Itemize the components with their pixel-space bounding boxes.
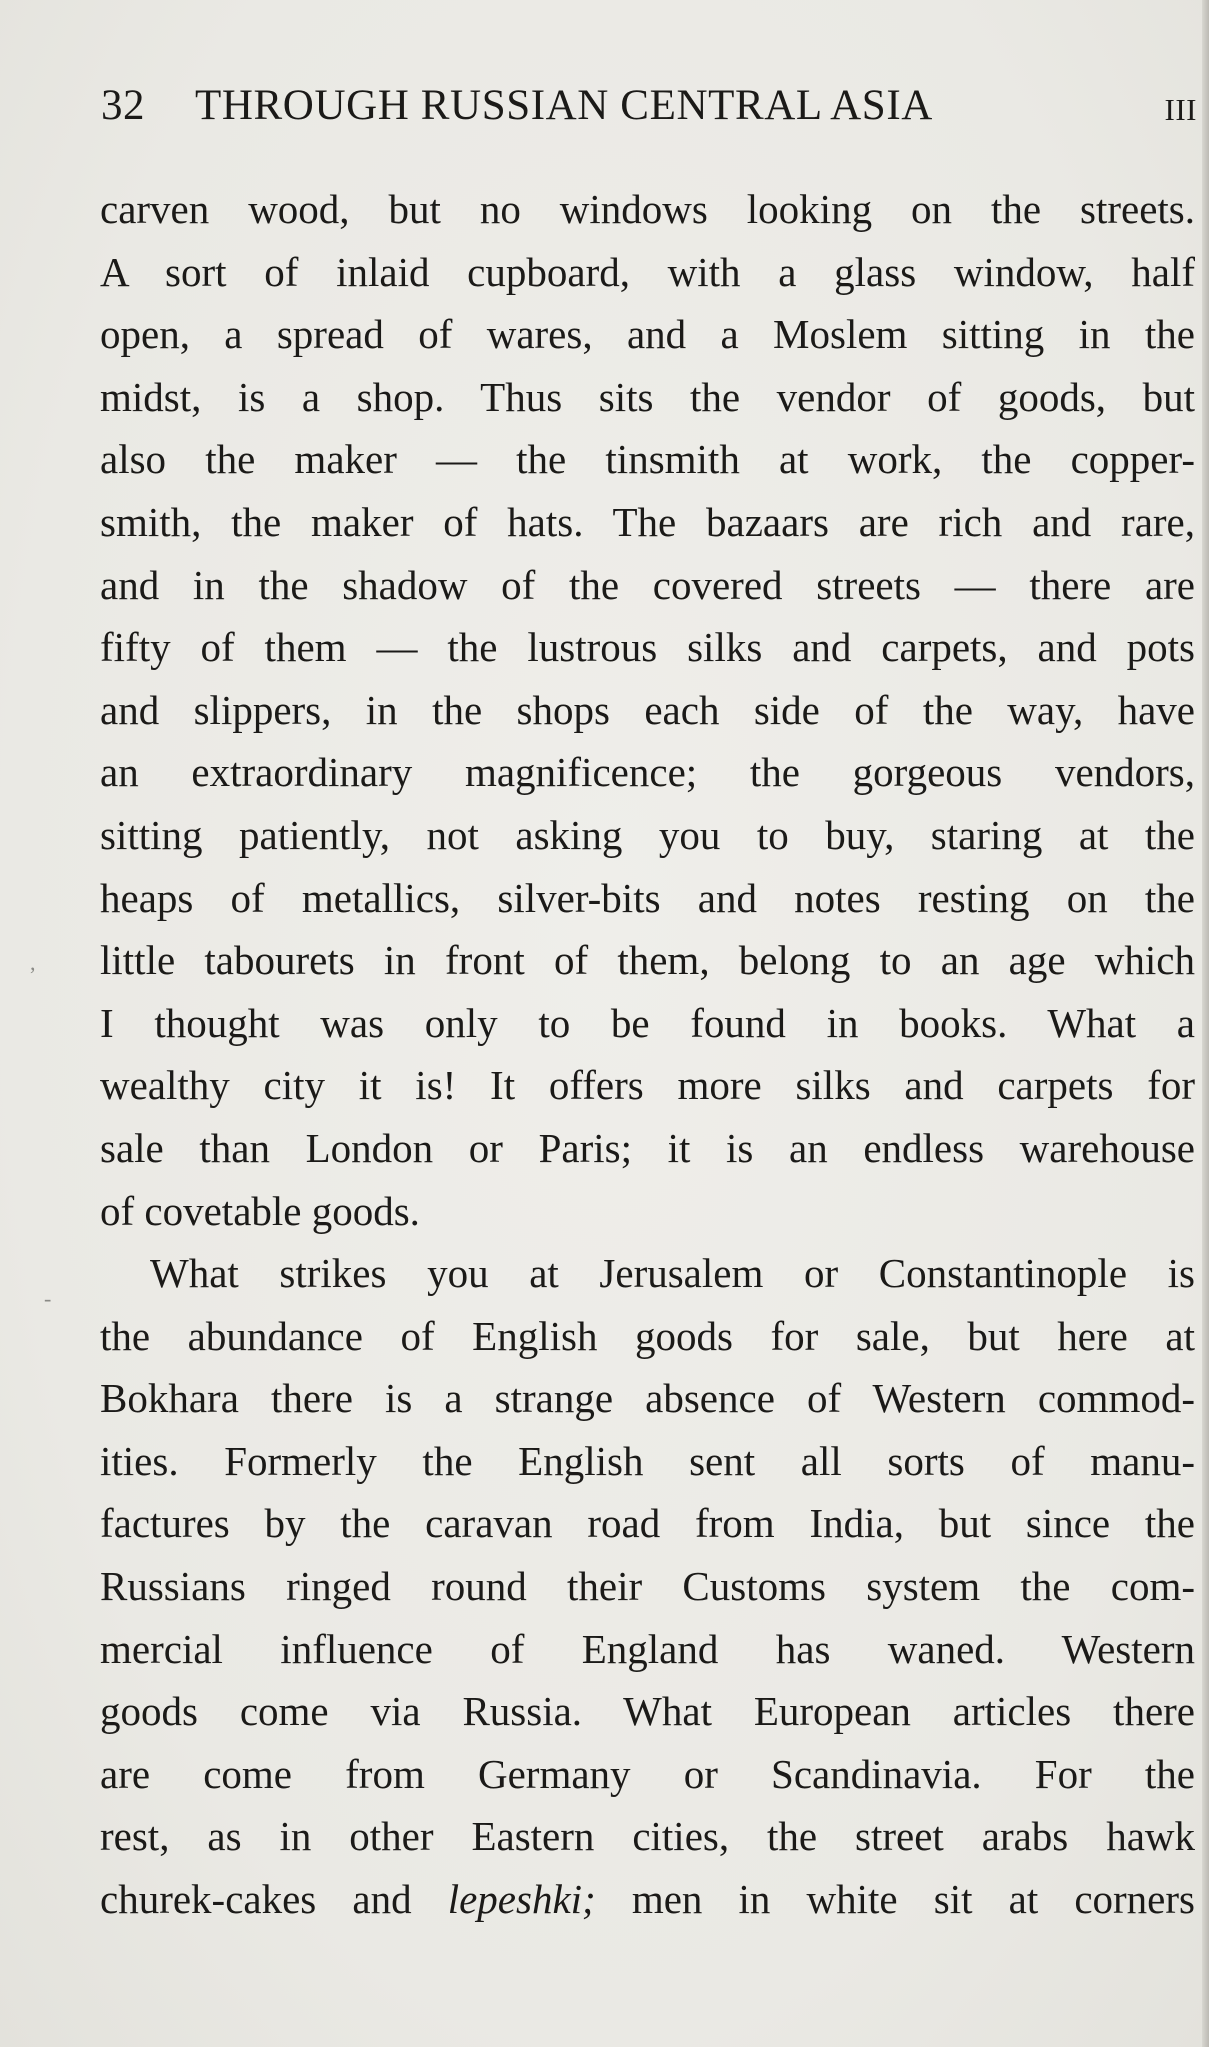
chapter-number: III [1164,92,1197,127]
text-line: carven wood, but no windows looking on the streets. [100,186,1195,232]
text-line: Russians ringed round their Customs system the com- [100,1563,1195,1610]
text-line: the abundance of English goods for sale, but here at [100,1312,1195,1359]
page-edge [1202,0,1209,2047]
text-line: little tabourets in front of them, belong to an age which [100,937,1195,984]
text-line: fifty of them — the lustrous silks and carpets, and pots [100,624,1195,671]
text-line: of covetable goods. [100,1187,420,1234]
text-line: ities. Formerly the English sent all sorts of manu- [100,1437,1195,1484]
text-line: midst, is a shop. Thus sits the vendor of goods, but [100,373,1195,420]
italic-term: lepeshki; [447,1876,596,1923]
text-line: and in the shadow of the covered streets — there are [100,561,1195,608]
margin-speck: - [44,1286,52,1311]
text-line: factures by the caravan road from India, but since the [100,1500,1195,1547]
text-line-final [100,1868,1195,1931]
text-line: and slippers, in the shops each side of the way, have [100,686,1195,733]
text-line: also the maker — the tinsmith at work, the copper- [100,436,1195,483]
page-number: 32 [101,82,145,129]
book-title: THROUGH RUSSIAN CENTRAL ASIA [195,82,933,129]
running-head [101,78,1197,134]
text-line: sale than London or Paris; it is an endless warehouse [100,1124,1195,1171]
text-line: rest, as in other Eastern cities, the street arabs hawk [100,1813,1195,1860]
text-run: men in white sit at corners [595,1876,1195,1923]
text-line: Bokhara there is a strange absence of Western commod- [100,1375,1195,1422]
text-line: sitting patiently, not asking you to buy, staring at the [100,811,1195,858]
text-line: goods come via Russia. What European articles there [100,1688,1195,1735]
text-line: A sort of inlaid cupboard, with a glass window, half [100,248,1195,295]
text-run: churek-cakes and [100,1876,448,1923]
body-text [100,178,1195,1931]
text-line: I thought was only to be found in books. What a [100,999,1195,1046]
text-line: smith, the maker of hats. The bazaars are rich and rare, [100,498,1195,545]
text-line: heaps of metallics, silver-bits and notes resting on the [100,874,1195,921]
text-line: wealthy city it is! It offers more silks and carpets for [100,1062,1195,1109]
text-line: What strikes you at Jerusalem or Constantinople is [150,1250,1195,1297]
text-line: mercial influence of England has waned. Western [100,1625,1195,1672]
text-line: an extraordinary magnificence; the gorgeous vendors, [100,749,1195,796]
text-line: are come from Germany or Scandinavia. For the [100,1750,1195,1797]
margin-speck: , [30,950,36,975]
text-line: open, a spread of wares, and a Moslem sitting in the [100,311,1195,358]
